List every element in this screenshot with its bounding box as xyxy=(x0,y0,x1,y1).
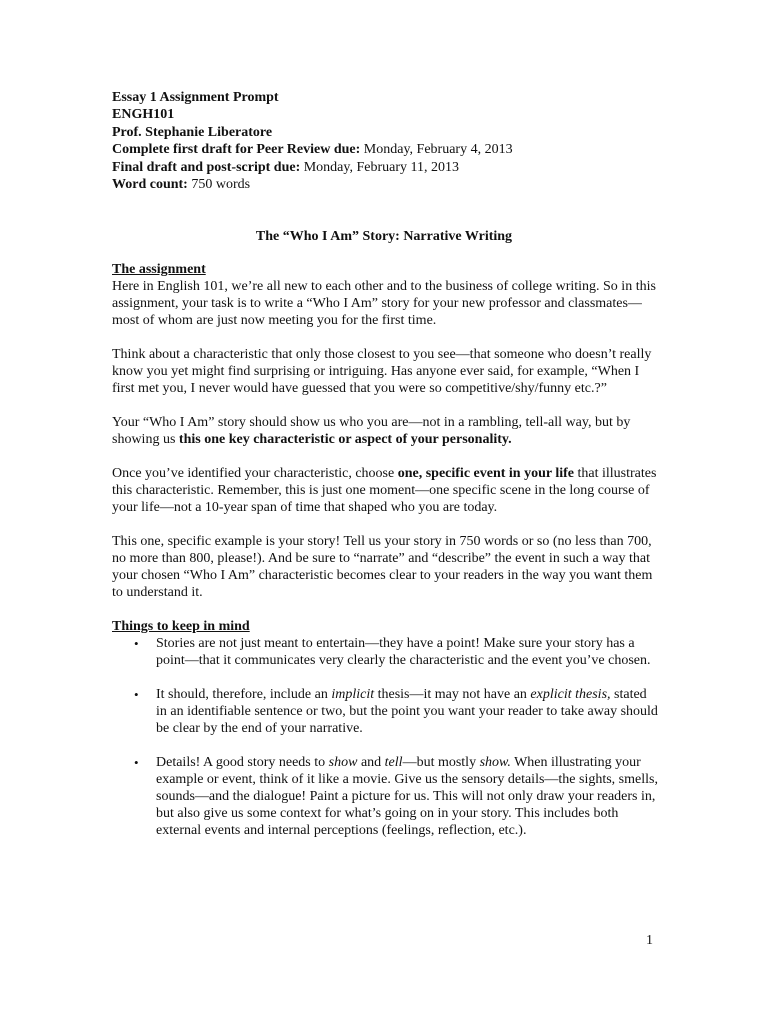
list-item: • Details! A good story needs to show and tell—but mostly show. When illustrating your example or event, think of it like a movie. Give us the sensory details—the sights, smells, sounds—and the dialogue! Paint a picture for us. This will not only draw your readers in, but also give us some context for what’s going on in your story. This includes both external events and internal perceptions (feelings, reflection, etc.). xyxy=(134,755,658,838)
emphasis-key-characteristic: this one key characteristic or aspect of your personality. xyxy=(178,432,512,447)
draft-due-label: Complete first draft for Peer Review due: xyxy=(112,142,361,158)
list-item: • It should, therefore, include an implicit thesis—it may not have an explicit thesis, stated in an identifiable sentence or two, but the point you want your reader to take away should be clear by the end of your narrative. xyxy=(134,687,658,736)
document-header xyxy=(112,89,513,193)
paragraph-your-story: This one, specific example is your story! Tell us your story in 750 words or so (no less than 700, no more than 800, please!). And be sure to “narrate” and “describe” the event in such a way that your chosen “Who I Am” characteristic becomes clear to your readers in the way you want them to understand it. xyxy=(112,534,653,600)
emphasis-show-2: show. xyxy=(479,755,511,770)
keep-in-mind-list xyxy=(112,635,660,839)
final-due-label: Final draft and post-script due: xyxy=(112,159,301,175)
header-word-count xyxy=(112,176,513,193)
draft-due-date: Monday, February 4, 2013 xyxy=(360,142,513,158)
document-title: The “Who I Am” Story: Narrative Writing xyxy=(255,229,513,244)
header-professor: Prof. Stephanie Liberatore xyxy=(112,124,273,140)
bullet-icon: • xyxy=(134,755,139,770)
word-count-value: 750 words xyxy=(187,177,251,193)
bullet-icon: • xyxy=(134,687,139,702)
word-count-label: Word count: xyxy=(112,177,188,193)
list-item: • Stories are not just meant to entertain—they have a point! Make sure your story has a point—that it communicates very clearly the characteristic and the event you’ve chosen. xyxy=(134,636,651,668)
header-assignment-title: Essay 1 Assignment Prompt xyxy=(112,90,279,105)
header-draft-due xyxy=(112,141,513,158)
section-heading-assignment: The assignment xyxy=(112,262,206,277)
emphasis-implicit: implicit xyxy=(331,687,375,702)
paragraph-characteristic: Think about a characteristic that only those closest to you see—that someone who doesn’t really know you yet might find surprising or intriguing. Has anyone ever said, for example, “When I first met you, I never would have guessed that you were so competitive/shy/funny etc.?” xyxy=(112,347,652,396)
emphasis-tell: tell xyxy=(384,755,403,770)
document-body xyxy=(112,261,660,856)
bullet-icon: • xyxy=(134,636,139,651)
header-final-due xyxy=(112,159,513,176)
emphasis-show: show xyxy=(328,755,358,770)
emphasis-explicit-thesis: explicit thesis, xyxy=(530,687,611,702)
paragraph-intro: Here in English 101, we’re all new to each other and to the business of college writing. So in this assignment, your task is to write a “Who I Am” story for your new professor and classmates—most of whom are just now meeting you for the first time. xyxy=(112,279,656,328)
paragraph-specific-event: Once you’ve identified your characteristic, choose one, specific event in your life that illustrates this characteristic. Remember, this is just one moment—one specific scene in the long course of your life—not a 10-year span of time that shaped who you are today. xyxy=(112,466,657,515)
section-heading-keep-in-mind: Things to keep in mind xyxy=(112,619,250,634)
final-due-date: Monday, February 11, 2013 xyxy=(300,159,460,175)
paragraph-who-i-am: Your “Who I Am” story should show us who you are—not in a rambling, tell-all way, but by showing us this one key characteristic or aspect of your personality. xyxy=(112,415,631,447)
page-number: 1 xyxy=(646,933,653,948)
header-course-code: ENGH101 xyxy=(112,107,175,123)
emphasis-specific-event: one, specific event in your life xyxy=(397,466,574,481)
